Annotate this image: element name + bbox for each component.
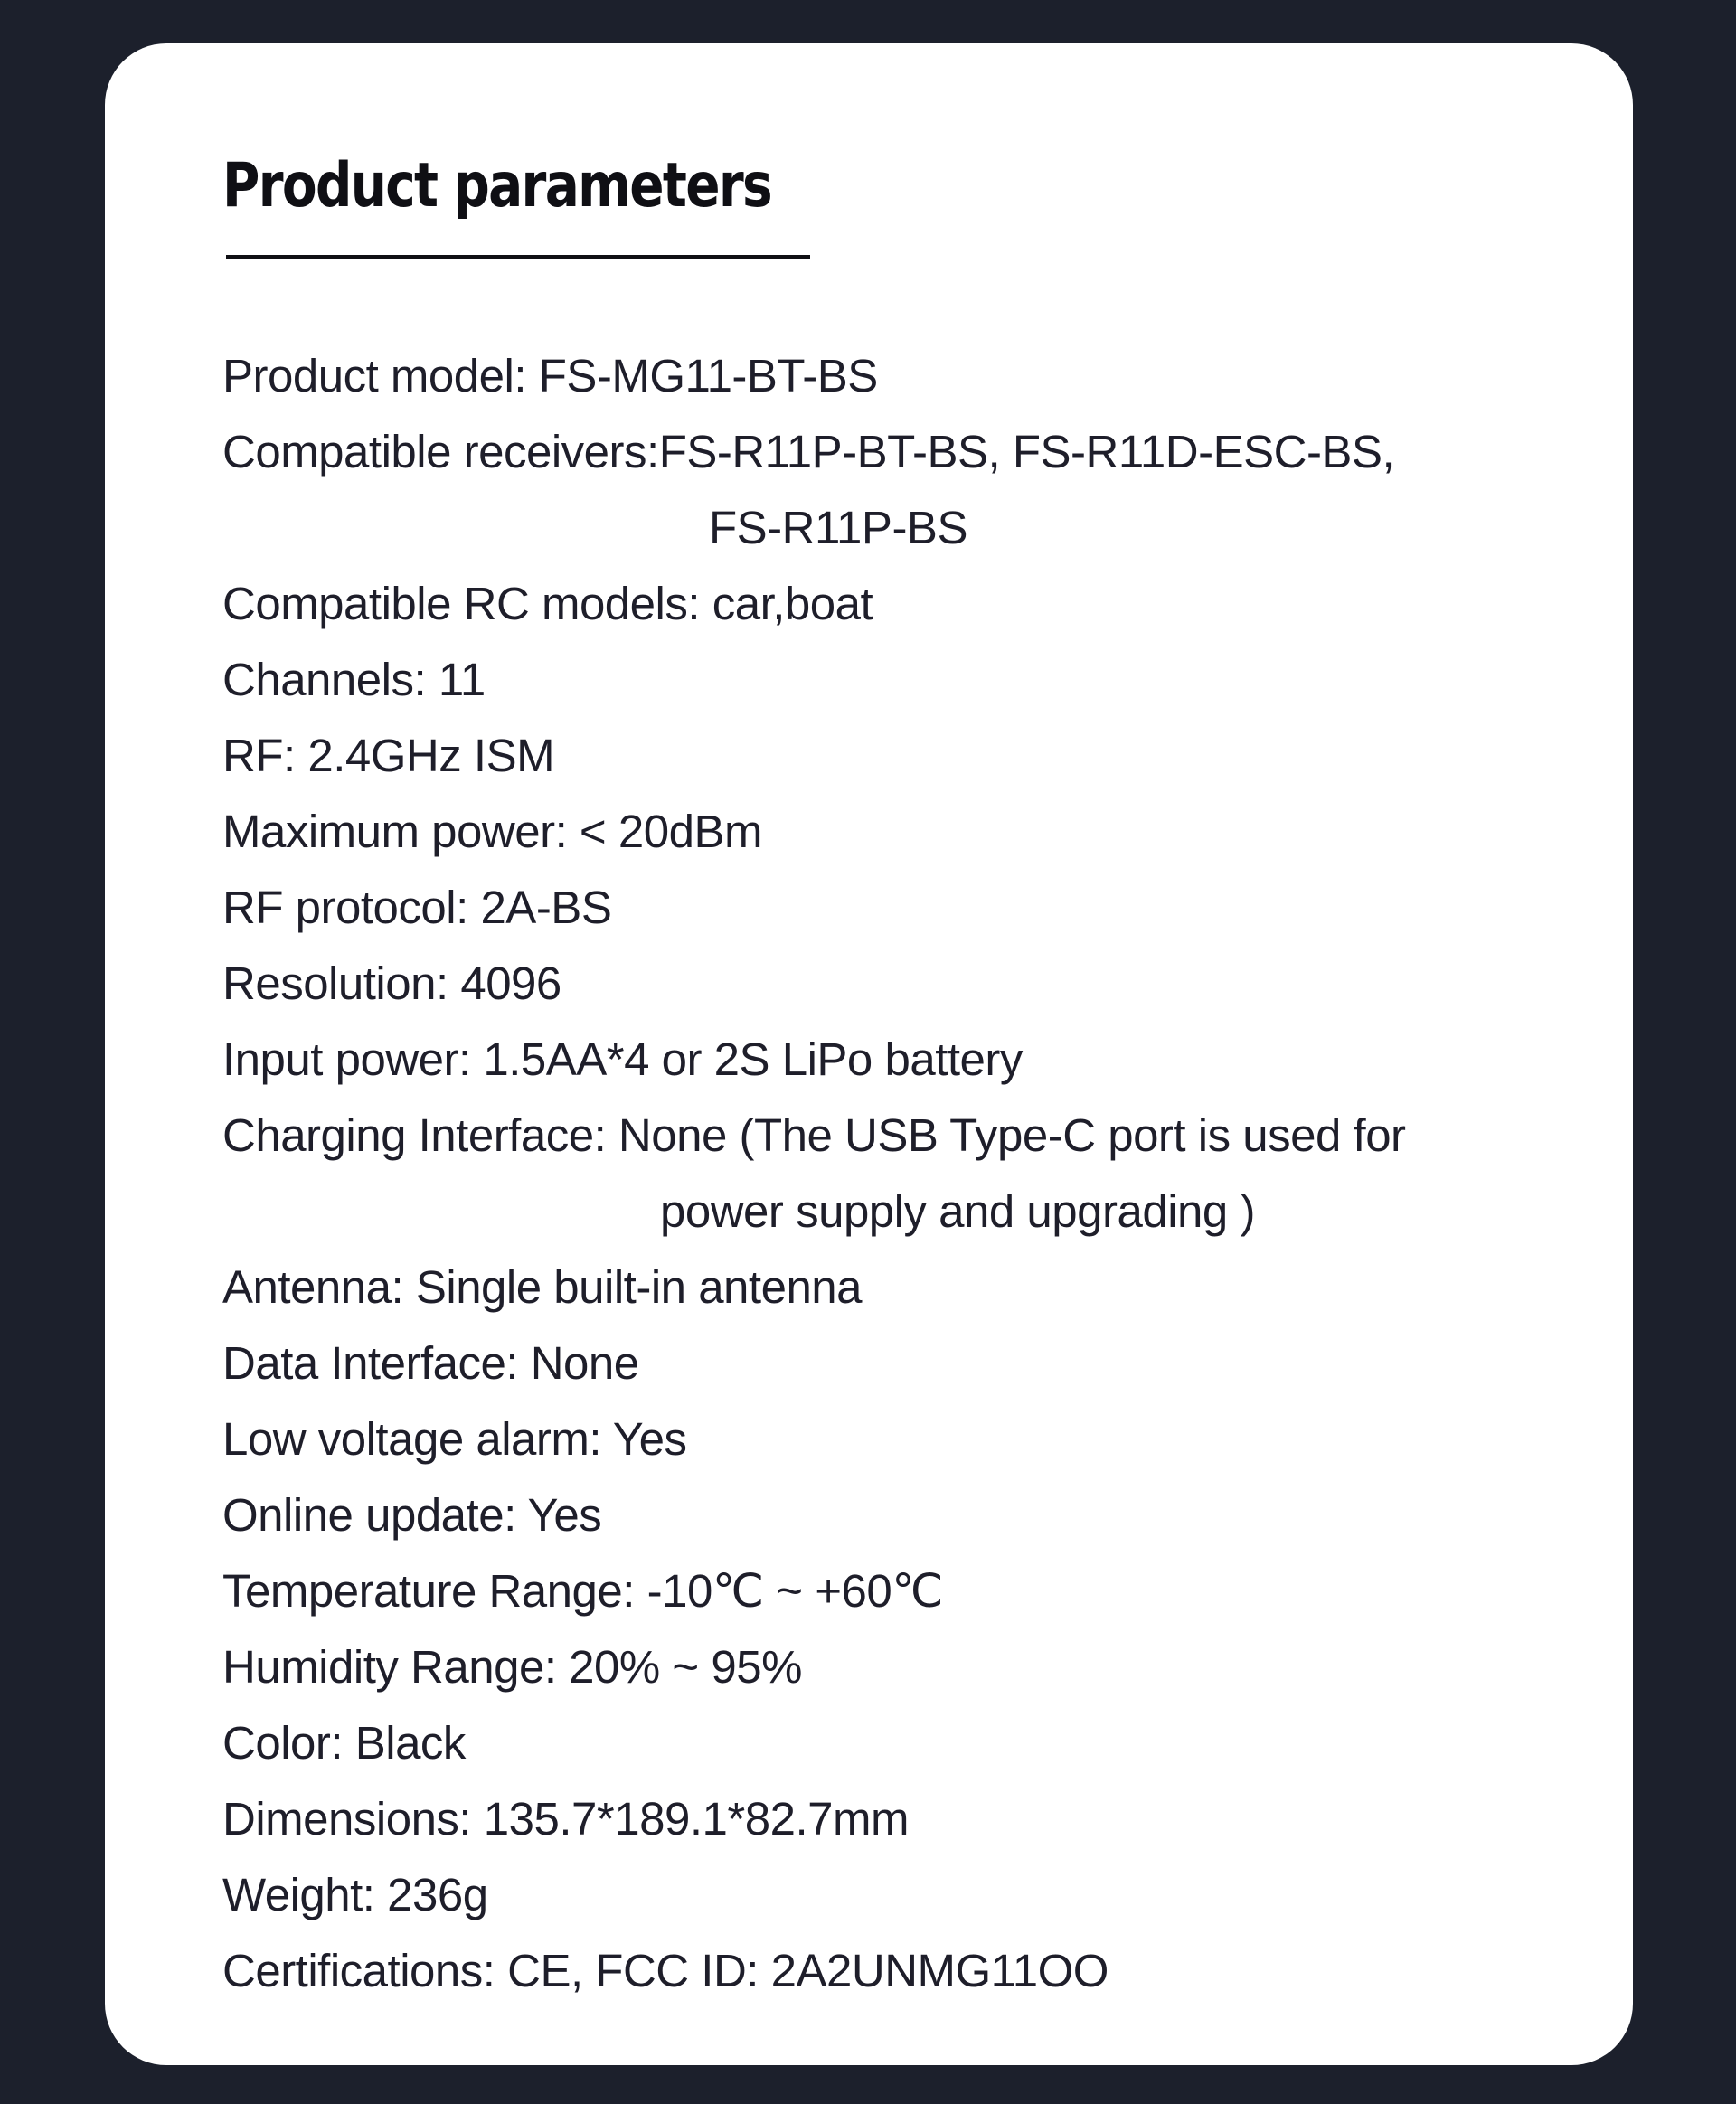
param-data-interface [222,1326,1633,1401]
param-online-update [222,1477,1633,1553]
parameters-card [105,43,1633,2065]
param-value: < 20dBm [579,806,762,857]
param-value: CE, FCC ID: 2A2UNMG11OO [507,1945,1109,1996]
param-antenna [222,1250,1633,1326]
param-resolution [222,946,1633,1022]
param-label: Low voltage alarm: [222,1413,613,1465]
param-product-model [222,338,1633,414]
param-value: 4096 [460,958,561,1009]
param-value: 11 [438,654,486,705]
param-label: Maximum power: [222,806,580,857]
param-value: FS-R11P-BT-BS, FS-R11D-ESC-BS, [658,426,1395,477]
param-label: Compatible RC models: [222,578,712,629]
param-label: Humidity Range: [222,1641,570,1693]
param-label: Data Interface: [222,1337,531,1389]
param-temperature-range [222,1553,1633,1629]
param-value: FS-MG11-BT-BS [538,350,878,401]
param-label: Online update: [222,1489,528,1541]
param-weight [222,1857,1633,1933]
param-rf-protocol [222,870,1633,946]
param-label: Channels: [222,654,439,705]
param-value: 1.5AA*4 or 2S LiPo battery [483,1033,1023,1085]
param-value-continuation: FS-R11P-BS [709,502,967,553]
param-value: -10℃ ~ +60℃ [646,1565,944,1617]
param-maximum-power [222,794,1633,870]
param-value: 20% ~ 95% [569,1641,802,1693]
param-value: Yes [527,1489,602,1541]
title-underline [226,255,810,259]
param-label: RF protocol: [222,882,481,933]
param-label: Dimensions: [222,1793,484,1845]
param-label: Temperature Range: [222,1565,647,1617]
param-label: Resolution: [222,958,461,1009]
param-color [222,1705,1633,1781]
param-compatible-rc-models [222,566,1633,642]
param-low-voltage-alarm [222,1401,1633,1477]
param-input-power [222,1022,1633,1098]
param-channels [222,642,1633,718]
param-humidity-range [222,1629,1633,1705]
param-value: car,boat [712,578,873,629]
param-charging-interface [222,1098,1633,1250]
param-value-continuation: power supply and upgrading ) [660,1185,1255,1237]
param-label: Certifications: [222,1945,508,1996]
param-label: Input power: [222,1033,484,1085]
param-value: Black [354,1717,466,1769]
param-value: 2A-BS [480,882,612,933]
param-label: Charging Interface: [222,1109,618,1161]
param-value: 2.4GHz ISM [307,730,555,781]
param-value: None [530,1337,639,1389]
param-label: Color: [222,1717,355,1769]
param-value: None (The USB Type-C port is used for [618,1109,1406,1161]
param-certifications [222,1933,1633,2009]
param-rf [222,718,1633,794]
param-dimensions [222,1781,1633,1857]
param-value: 135.7*189.1*82.7mm [483,1793,909,1845]
param-value: 236g [387,1869,488,1920]
parameter-list [222,338,1633,2009]
param-label: RF: [222,730,308,781]
param-label: Compatible receivers: [222,426,659,477]
param-compatible-receivers [222,414,1633,566]
param-value: Single built-in antenna [415,1261,863,1313]
param-label: Weight: [222,1869,388,1920]
param-label: Antenna: [222,1261,416,1313]
param-label: Product model: [222,350,539,401]
param-value: Yes [612,1413,687,1465]
page-title: Product parameters [222,150,771,222]
